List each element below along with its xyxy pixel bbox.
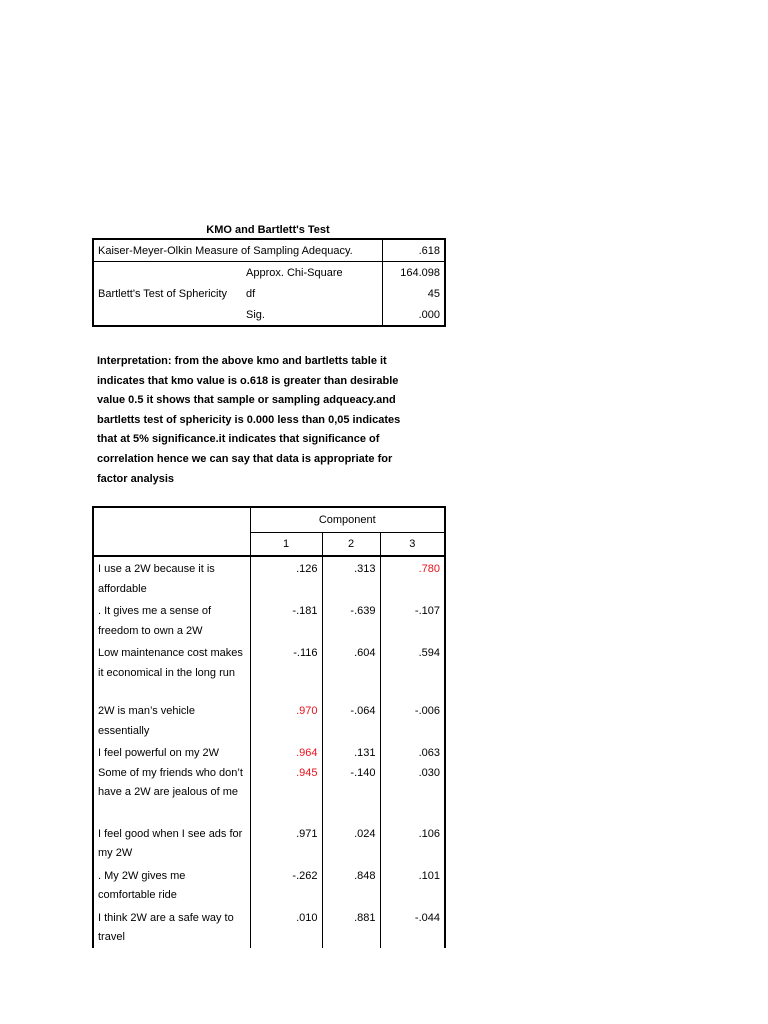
kmo-value: .618 [382,239,445,262]
table-row [93,641,445,699]
loading-component-3: -.044 [414,911,440,924]
loading-component-2: .881 [322,906,380,948]
component-matrix-table [92,506,446,948]
interpretation-line: Interpretation: from the above kmo and bartletts table it [97,355,387,367]
loading-component-1: -.116 [293,647,318,659]
loading-component-3: -.107 [414,605,440,617]
df-label: df [246,287,256,300]
table-row [93,864,445,906]
df-row [93,283,445,304]
bartlett-label: Bartlett's Test of Sphericity [98,287,228,300]
table-row [93,699,445,741]
loading-component-2: .313 [322,556,380,599]
kmo-table-title: KMO and Bartlett's Test [206,224,330,236]
chi-square-value: 164.098 [382,262,445,284]
interpretation-paragraph [97,352,437,489]
chi-square-label: Approx. Chi-Square [246,266,343,279]
loading-component-1: .126 [296,563,318,575]
interpretation-line: value 0.5 it shows that sample or sampling adqueacy.and [97,394,396,407]
table-row [93,906,445,948]
loading-component-2: .131 [322,741,380,764]
loading-component-3: .106 [418,827,440,840]
interpretation-line: that at 5% significance.it indicates that significance of [97,433,380,446]
row-label: 2W is man’s vehicle essentially [93,699,250,741]
interpretation-line: factor analysis [97,472,175,485]
kmo-bartlett-table [92,238,446,327]
loading-component-2: -.639 [322,599,380,641]
loading-component-2: -.064 [322,699,380,741]
kmo-row [93,239,445,262]
loading-component-1: .971 [296,827,318,840]
row-label: I feel good when I see ads for my 2W [93,822,250,864]
loading-component-1: .970 [296,705,318,717]
loading-component-2: .604 [322,641,380,699]
row-label: Low maintenance cost makes it economical in the long run [93,641,250,699]
table-row [93,741,445,764]
chi-square-row [93,262,445,284]
loading-component-1: .964 [296,747,318,759]
loading-component-2: .848 [322,864,380,906]
table-row [93,822,445,864]
loading-component-3: .594 [418,647,440,659]
component-col-2: 2 [322,533,380,557]
row-label: I feel powerful on my 2W [93,741,250,764]
loading-component-3: .101 [418,869,440,882]
loading-component-1: -.262 [292,869,318,882]
sig-value: .000 [382,304,445,326]
component-col-3: 3 [380,533,445,557]
loading-component-3: -.006 [414,705,440,717]
row-label: Some of my friends who don’t have a 2W are jealous of me [93,764,250,822]
interpretation-line: correlation hence we can say that data is appropriate for [97,452,393,465]
row-label: I think 2W are a safe way to travel [93,906,250,948]
row-label: . It gives me a sense of freedom to own a 2W [93,599,250,641]
component-header-row [93,507,445,533]
kmo-label: Kaiser-Meyer-Olkin Measure of Sampling Adequacy. [93,239,382,262]
table-row [93,764,445,822]
loading-component-1: .945 [296,766,318,779]
loading-component-2: .024 [322,822,380,864]
component-header: Component [250,507,445,533]
table-row [93,556,445,599]
loading-component-3: .063 [418,747,440,759]
loading-component-2: -.140 [322,764,380,822]
row-label: . My 2W gives me comfortable ride [93,864,250,906]
loading-component-3: .780 [418,563,440,575]
component-col-1: 1 [250,533,322,557]
row-label: I use a 2W because it is affordable [93,556,250,599]
interpretation-line: bartletts test of sphericity is 0.000 less than 0,05 indicates [97,413,401,426]
df-value: 45 [382,283,445,304]
table-row [93,599,445,641]
sig-row [93,304,445,326]
loading-component-3: .030 [418,766,440,779]
header-blank-cell [93,507,250,556]
sig-label: Sig. [246,308,265,321]
interpretation-line: indicates that kmo value is o.618 is greater than desirable [97,374,399,387]
loading-component-1: .010 [296,911,318,924]
loading-component-1: -.181 [292,605,318,617]
